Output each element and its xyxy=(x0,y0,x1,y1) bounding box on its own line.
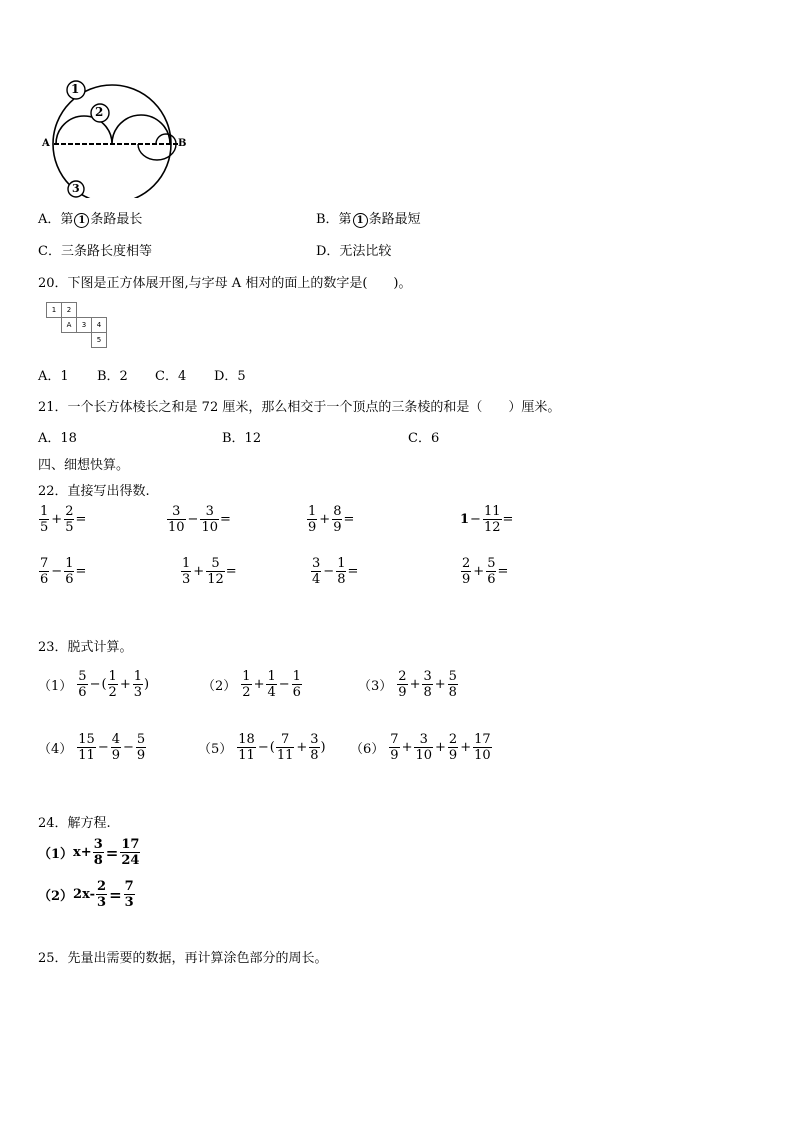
cube-net xyxy=(46,302,121,348)
q22-item-7: $\frac{3}{4}$ − $\frac{1}{8}$ = xyxy=(312,556,359,587)
net-cell: 4 xyxy=(92,318,107,333)
q23-expression-1: （1） $\frac{5}{6}$ − ( $\frac{1}{2}$ + $\frac{1}{3}$ ) xyxy=(38,669,150,700)
paths-figure xyxy=(40,78,190,198)
fraction: $\frac{1}{8}$ xyxy=(337,556,346,587)
q23-expression-6: （6） $\frac{7}{9}$ + $\frac{3}{10}$ + $\frac{2}{9}$ + $\frac{17}{10}$ xyxy=(350,732,491,763)
net-cell: 3 xyxy=(77,318,92,333)
net-cell: A xyxy=(62,318,77,333)
fraction: $\frac{1}{5}$ xyxy=(40,504,49,535)
fraction: $\frac{2}{9}$ xyxy=(462,556,471,587)
path-3-label: 3 xyxy=(72,182,80,195)
fraction: $\frac{11}{12}$ xyxy=(483,504,501,535)
q21-question: 21．一个长方体棱长之和是 72 厘米，那么相交于一个顶点的三条棱的和是（ ）厘米。 xyxy=(38,400,561,415)
fraction: $\frac{3}{4}$ xyxy=(312,556,321,587)
path-2-label: 2 xyxy=(95,105,104,119)
q22-item-3: $\frac{1}{9}$ + $\frac{8}{9}$ = xyxy=(308,504,355,535)
net-cell: 5 xyxy=(92,333,107,348)
q22-item-6: $\frac{1}{3}$ + $\frac{5}{12}$ = xyxy=(182,556,237,587)
q22-item-1: $\frac{1}{5}$ + $\frac{2}{5}$ = xyxy=(40,504,87,535)
q23-expression-5: （5） $\frac{18}{11}$ − ( $\frac{7}{11}$ + $\frac{3}{8}$ ) xyxy=(198,732,326,763)
q21-option-c[interactable]: C．6 xyxy=(408,431,440,446)
q20-option-d[interactable]: D．5 xyxy=(214,369,246,384)
fraction: $\frac{8}{9}$ xyxy=(333,504,342,535)
fraction: $\frac{3}{10}$ xyxy=(168,504,185,535)
q22-item-4: 1 − $\frac{11}{12}$ = xyxy=(460,504,514,535)
q20-option-c[interactable]: C．4 xyxy=(155,369,187,384)
circled-number: 1 xyxy=(74,213,89,228)
option-text: 条路最短 xyxy=(368,212,421,227)
fraction: $\frac{5}{6}$ xyxy=(487,556,496,587)
q19-option-b[interactable] xyxy=(316,208,421,228)
q21-option-b[interactable]: B．12 xyxy=(222,431,262,446)
q19-option-d[interactable]: D．无法比较 xyxy=(316,244,392,259)
fraction: $\frac{1}{3}$ xyxy=(182,556,191,587)
fraction: $\frac{5}{12}$ xyxy=(207,556,224,587)
net-cell: 2 xyxy=(62,303,77,318)
point-a-label: A xyxy=(42,138,50,149)
fraction: $\frac{3}{10}$ xyxy=(201,504,218,535)
option-text: 条路最长 xyxy=(90,212,143,227)
fraction: $\frac{2}{5}$ xyxy=(65,504,74,535)
q23-title: 23．脱式计算。 xyxy=(38,640,133,655)
fraction: $\frac{1}{6}$ xyxy=(65,556,74,587)
option-text: B．第 xyxy=(316,212,352,227)
q23-expression-3: （3） $\frac{2}{9}$ + $\frac{3}{8}$ + $\frac{5}{8}$ xyxy=(358,669,457,700)
fraction: $\frac{7}{6}$ xyxy=(40,556,49,587)
q24-equation-1: （1） x+ $\frac{3}{8}$ = $\frac{17}{24}$ xyxy=(38,837,140,868)
q24-equation-2: （2） 2x- $\frac{2}{3}$ = $\frac{7}{3}$ xyxy=(38,879,134,910)
q22-item-2: $\frac{3}{10}$ − $\frac{3}{10}$ = xyxy=(168,504,231,535)
path-1-label: 1 xyxy=(71,82,80,96)
q22-title: 22．直接写出得数. xyxy=(38,484,150,499)
q23-expression-2: （2） $\frac{1}{2}$ + $\frac{1}{4}$ − $\frac{1}{6}$ xyxy=(202,669,301,700)
net-cell: 1 xyxy=(47,303,62,318)
q23-expression-4: （4） $\frac{15}{11}$ − $\frac{4}{9}$ − $\frac{5}{9}$ xyxy=(38,732,146,763)
q25-question: 25．先量出需要的数据，再计算涂色部分的周长。 xyxy=(38,951,328,966)
q22-item-8: $\frac{2}{9}$ + $\frac{5}{6}$ = xyxy=(462,556,509,587)
q20-question: 20．下图是正方体展开图,与字母 A 相对的面上的数字是( )。 xyxy=(38,276,412,291)
q20-option-a[interactable]: A．1 xyxy=(38,369,69,384)
q19-option-a[interactable] xyxy=(38,208,142,228)
point-b-label: B xyxy=(178,138,187,149)
fraction: $\frac{1}{9}$ xyxy=(308,504,317,535)
q22-item-5: $\frac{7}{6}$ − $\frac{1}{6}$ = xyxy=(40,556,87,587)
q21-option-a[interactable]: A．18 xyxy=(38,431,77,446)
q20-option-b[interactable]: B．2 xyxy=(97,369,128,384)
q19-option-c[interactable]: C．三条路长度相等 xyxy=(38,244,152,259)
option-text: A．第 xyxy=(38,212,74,227)
q24-title: 24．解方程. xyxy=(38,816,111,831)
circled-number: 1 xyxy=(353,213,368,228)
section-heading: 四、细想快算。 xyxy=(38,458,130,473)
